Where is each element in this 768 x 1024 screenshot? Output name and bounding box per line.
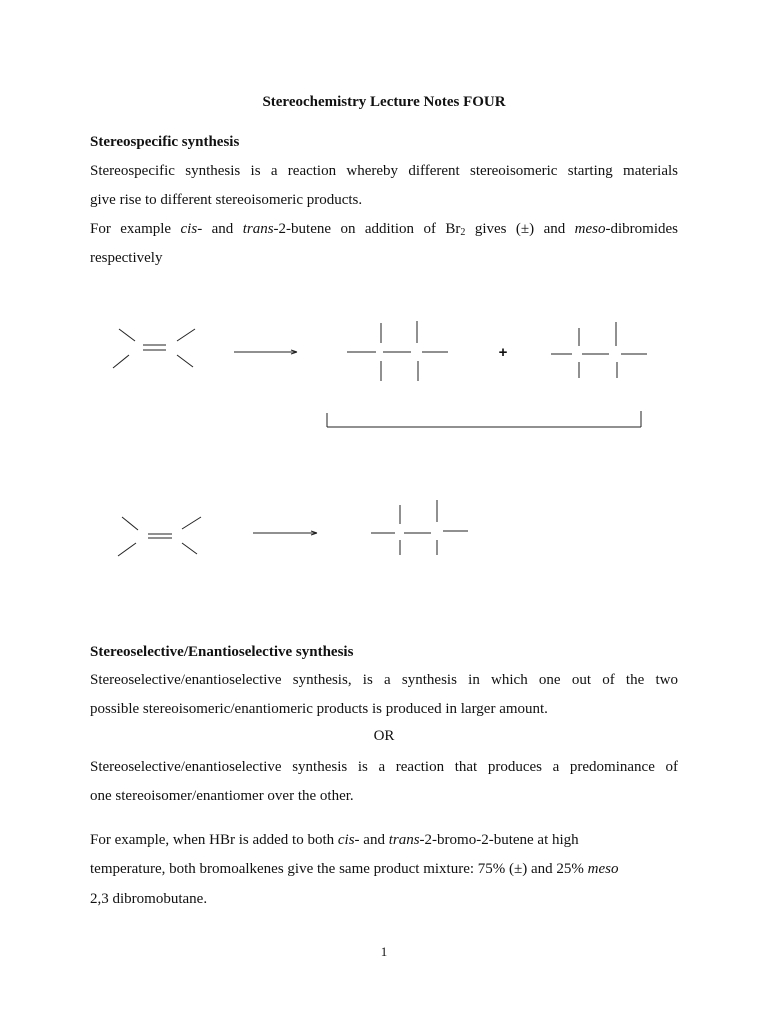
trans-2-butene-structure — [118, 517, 201, 556]
paragraph-line: 2,3 dibromobutane. — [90, 891, 208, 907]
racemic-dibromide-structure-2 — [551, 322, 647, 378]
meso-dibromide-structure — [371, 500, 468, 555]
italic-text: meso — [574, 221, 606, 237]
page-title: Stereochemistry Lecture Notes FOUR — [262, 94, 506, 110]
paragraph-line — [90, 830, 678, 850]
italic-text: cis — [337, 832, 355, 848]
italic-text: cis — [180, 221, 198, 237]
or-separator: OR — [373, 728, 395, 744]
section-heading-stereoselective: Stereoselective/Enantioselective synthesis — [90, 644, 354, 660]
text-run: - and — [354, 832, 389, 848]
italic-text: trans — [242, 221, 274, 237]
racemic-dibromide-structure-1 — [347, 321, 448, 381]
paragraph-line: Stereoselective/enantioselective synthesis, is a synthesis in which one out of the two — [90, 672, 678, 688]
page-number: 1 — [380, 944, 388, 959]
reaction-arrow — [234, 350, 297, 354]
text-run: gives (±) and — [465, 221, 575, 237]
paragraph-line — [90, 219, 678, 239]
text-run: temperature, both bromoalkenes give the same product mixture: 75% (±) and 25% — [90, 861, 588, 877]
paragraph-line: Stereoselective/enantioselective synthesis is a reaction that produces a predominance of — [90, 759, 678, 775]
text-run: - and — [197, 221, 243, 237]
reaction-arrow — [253, 531, 317, 535]
subscript: 2 — [460, 227, 466, 238]
text-run: For example — [90, 221, 181, 237]
text-run: -2-butene on addition of Br — [273, 221, 461, 237]
paragraph-line: possible stereoisomeric/enantiomeric products is produced in larger amount. — [90, 701, 548, 717]
plus-sign: + — [498, 344, 508, 361]
paragraph-line — [90, 859, 678, 879]
paragraph-line: Stereospecific synthesis is a reaction whereby different stereoisomeric starting materials — [90, 163, 678, 179]
text-run: -2-bromo-2-butene at high — [419, 832, 579, 848]
section-heading-stereospecific: Stereospecific synthesis — [90, 134, 240, 150]
racemic-mixture-bracket — [327, 411, 641, 427]
cis-2-butene-structure — [113, 329, 195, 368]
reaction-scheme — [0, 300, 768, 570]
text-run: For example, when HBr is added to both — [90, 832, 338, 848]
paragraph-line: one stereoisomer/enantiomer over the other. — [90, 788, 354, 804]
text-run: -dibromides — [605, 221, 678, 237]
italic-text: meso — [587, 861, 619, 877]
paragraph-line: give rise to different stereoisomeric products. — [90, 192, 363, 208]
paragraph-line: respectively — [90, 250, 163, 266]
italic-text: trans — [388, 832, 420, 848]
